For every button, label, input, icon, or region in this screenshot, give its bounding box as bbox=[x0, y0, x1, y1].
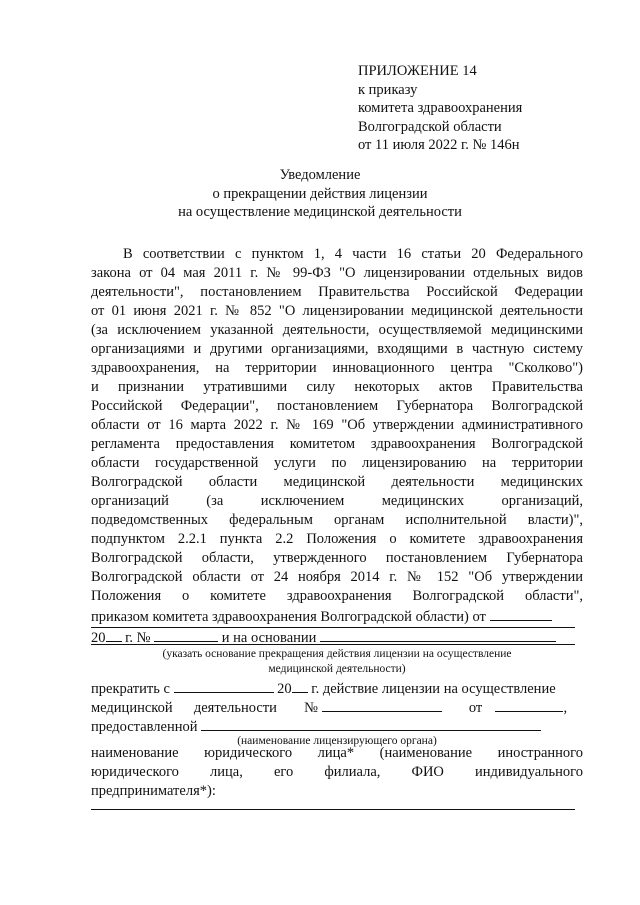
org-caption: (наименование лицензирующего органа) bbox=[237, 735, 437, 747]
basis-label: и на основании bbox=[221, 630, 317, 646]
appendix-line-2: к приказу bbox=[358, 81, 418, 98]
basis-line-1[interactable] bbox=[91, 627, 575, 628]
terminate-date-blank[interactable] bbox=[174, 678, 274, 693]
terminate-label: прекратить с bbox=[91, 681, 170, 697]
terminate-line bbox=[91, 678, 583, 699]
provided-label: предоставленной bbox=[91, 719, 198, 735]
license-number-blank[interactable] bbox=[322, 697, 442, 712]
license-comma: , bbox=[563, 700, 568, 716]
order-date-blank[interactable] bbox=[490, 606, 552, 621]
appendix-line-4: Волгоградской области bbox=[358, 118, 502, 135]
body-line: Волгоградской области, утвержденного постановлением Губернатора bbox=[91, 550, 583, 566]
appendix-number: ПРИЛОЖЕНИЕ 14 bbox=[358, 63, 477, 79]
basis-caption-line-2: медицинской деятельности) bbox=[268, 663, 406, 675]
body-line: здравоохранения, на территории инновационного центра "Сколково") bbox=[91, 360, 583, 376]
body-line: Российской Федерации", постановлением Губернатора Волгоградской bbox=[91, 398, 583, 414]
appendix-header bbox=[358, 62, 522, 155]
body-line: (за исключением указанной деятельности, осуществляемой медицинскими bbox=[91, 322, 583, 338]
body-line: области государственной услуги по лицензированию на территории bbox=[91, 455, 583, 471]
license-number-sign: № bbox=[304, 700, 318, 716]
entity-line: наименование юридического лица* (наименование иностранного bbox=[91, 745, 583, 761]
body-line: от 01 июня 2021 г. № 852 "О лицензировании медицинской деятельности bbox=[91, 303, 583, 319]
title-line-1: Уведомление bbox=[279, 167, 361, 183]
document-title bbox=[0, 166, 640, 222]
license-label-1: медицинской bbox=[91, 700, 173, 716]
body-line: подведомственных федеральным органам исполнительной власти)", bbox=[91, 512, 583, 528]
entity-line: юридического лица, его филиала, ФИО индивидуального bbox=[91, 764, 583, 780]
body-line: регламента предоставления комитетом здравоохранения Волгоградской bbox=[91, 436, 583, 452]
terminate-year-prefix: 20 bbox=[277, 681, 292, 697]
basis-caption bbox=[91, 647, 583, 677]
order-year-blank[interactable] bbox=[106, 627, 122, 642]
body-paragraph bbox=[91, 245, 583, 648]
licensing-authority-blank[interactable] bbox=[201, 716, 541, 731]
basis-blank[interactable] bbox=[320, 627, 556, 642]
license-line bbox=[91, 697, 583, 718]
order-number-label: г. № bbox=[125, 630, 151, 646]
appendix-line-3: комитета здравоохранения bbox=[358, 100, 523, 116]
body-line: закона от 04 мая 2011 г. № 99-ФЗ "О лицензировании отдельных видов bbox=[91, 265, 583, 281]
body-line: Волгоградской области медицинской деятельности медицинских bbox=[91, 474, 583, 490]
body-line: В соответствии с пунктом 1, 4 части 16 статьи 20 Федерального bbox=[123, 246, 583, 262]
basis-caption-line-1: (указать основание прекращения действия лицензии на осуществление bbox=[162, 648, 512, 660]
body-line: подпунктом 2.2.1 пункта 2.2 Положения о комитете здравоохранения bbox=[91, 531, 583, 547]
order-number-blank[interactable] bbox=[154, 627, 218, 642]
terminate-year-blank[interactable] bbox=[292, 678, 308, 693]
body-line: Положения о комитете здравоохранения Волгоградской области", bbox=[91, 588, 583, 604]
body-line-text: приказом комитета здравоохранения Волгоградской области) от bbox=[91, 609, 486, 625]
body-line: организаций (за исключением медицинских организаций, bbox=[91, 493, 583, 509]
entity-line: предпринимателя*): bbox=[91, 783, 216, 799]
basis-line-2[interactable] bbox=[91, 644, 575, 645]
title-line-2: о прекращении действия лицензии bbox=[212, 185, 428, 202]
license-from-label: от bbox=[468, 700, 483, 716]
body-line: и признании утратившими силу некоторых актов Правительства bbox=[91, 379, 583, 395]
body-line: деятельности", постановлением Правительства Российской Федерации bbox=[91, 284, 583, 300]
body-line: Волгоградской области от 24 ноября 2014 г. № 152 "Об утверждении bbox=[91, 569, 583, 585]
license-date-blank[interactable] bbox=[495, 697, 563, 712]
title-line-3: на осуществление медицинской деятельности bbox=[178, 204, 462, 220]
entity-paragraph bbox=[91, 744, 583, 801]
body-line bbox=[91, 606, 583, 627]
terminate-text: г. действие лицензии на осуществление bbox=[311, 681, 556, 697]
body-line: организациями и другими организациями, входящими в частную систему bbox=[91, 341, 583, 357]
appendix-date: от 11 июля 2022 г. № 146н bbox=[358, 137, 520, 153]
year-prefix: 20 bbox=[91, 630, 106, 646]
entity-name-line[interactable] bbox=[91, 809, 575, 810]
body-line: области от 16 марта 2022 г. № 169 "Об утверждении административного bbox=[91, 417, 583, 433]
license-label-2: деятельности bbox=[193, 700, 277, 716]
